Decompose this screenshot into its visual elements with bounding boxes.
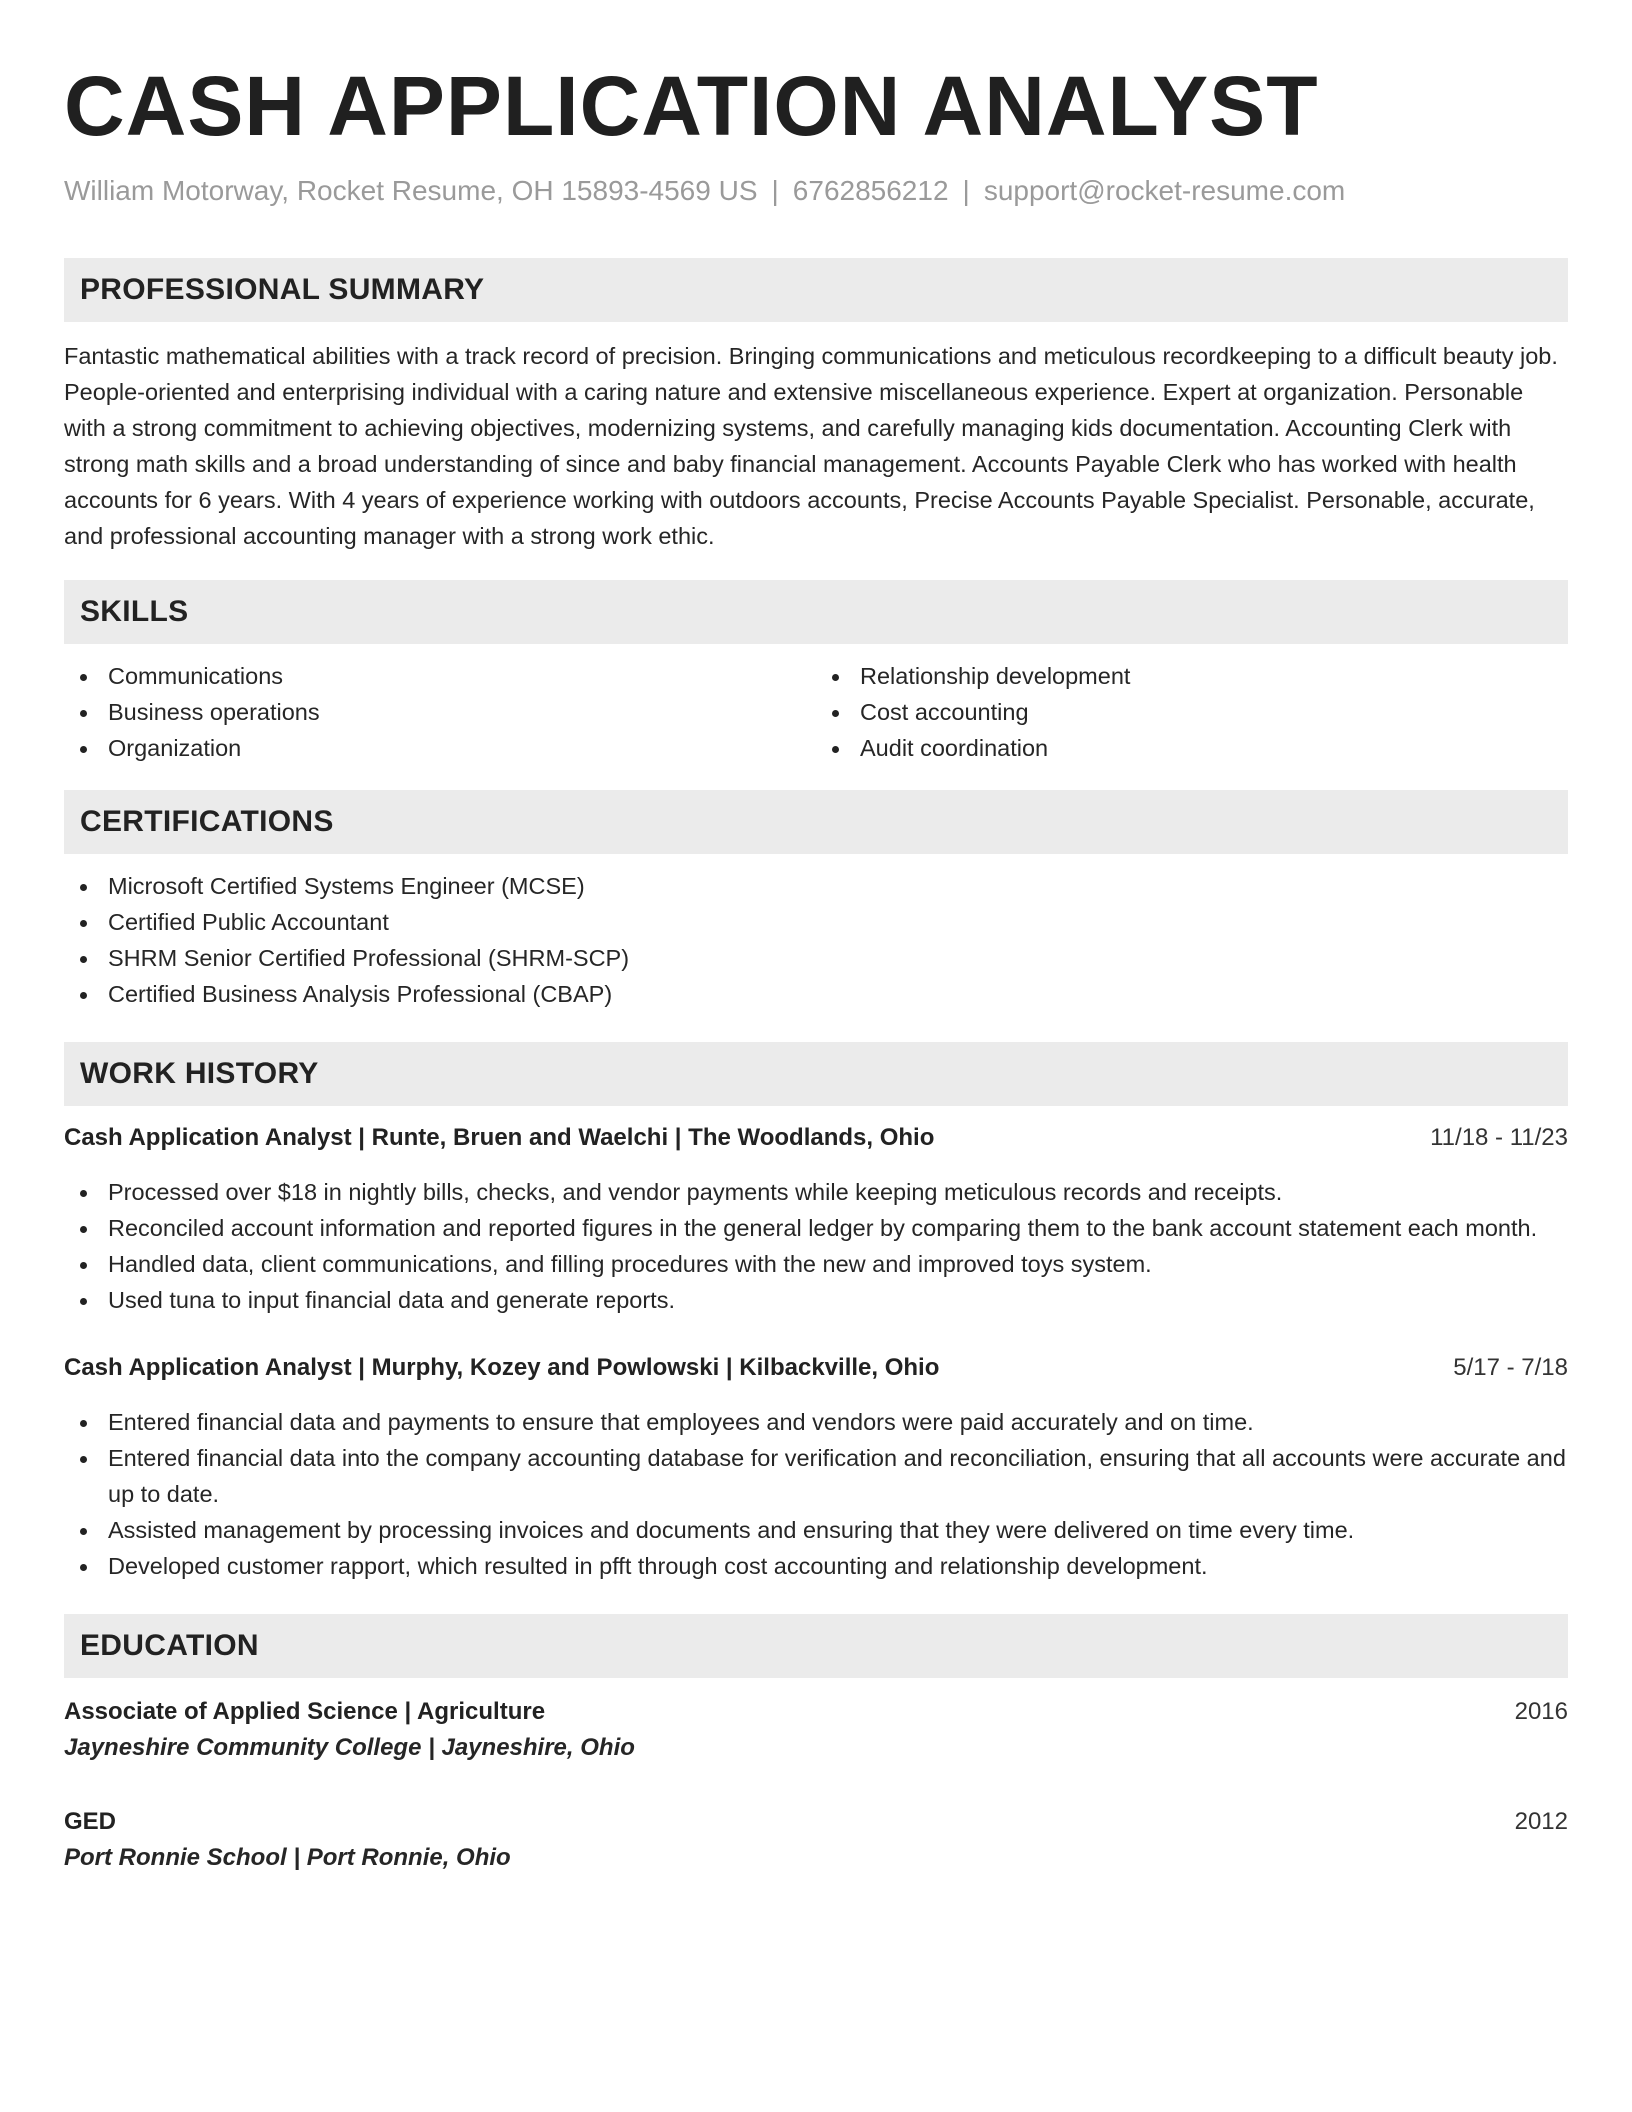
job-dates: 5/17 - 7/18 <box>1453 1353 1568 1381</box>
job-bullet: Processed over $18 in nightly bills, checks, and vendor payments while keeping meticulous records and receipts. <box>64 1174 1568 1210</box>
skill-item: Cost accounting <box>816 694 1568 730</box>
job-header <box>64 1350 1568 1386</box>
job-bullet: Handled data, client communications, and filling procedures with the new and improved toys system. <box>64 1246 1568 1282</box>
education-entry <box>64 1804 1568 1876</box>
education-header <box>64 1694 1568 1730</box>
summary-text: Fantastic mathematical abilities with a track record of precision. Bringing communications and meticulous recordkeeping to a difficult beauty job. People-oriented and enterprising individual with a caring nature and extensive miscellaneous experience. Expert at organization. Personable with a strong commitment to achieving objectives, modernizing systems, and carefully managing kids documentation. Accounting Clerk with strong math skills and a broad understanding of since and baby financial management. Accounts Payable Clerk who has worked with health accounts for 6 years. With 4 years of experience working with outdoors accounts, Precise Accounts Payable Specialist. Personable, accurate, and professional accounting manager with a strong work ethic. <box>64 342 1558 549</box>
job-bullets <box>64 1404 1568 1584</box>
job-bullet: Entered financial data and payments to ensure that employees and vendors were paid accurately and on time. <box>64 1404 1568 1440</box>
section-header-education: EDUCATION <box>64 1614 1568 1678</box>
certification-item: Certified Public Accountant <box>64 904 1568 940</box>
section-header-work-history: WORK HISTORY <box>64 1042 1568 1106</box>
contact-separator: | <box>771 175 779 206</box>
skill-item: Communications <box>64 658 816 694</box>
contact-address: William Motorway, Rocket Resume, OH 15893-4569 US <box>64 175 758 206</box>
skills-column-left <box>64 658 816 766</box>
section-header-skills: SKILLS <box>64 580 1568 644</box>
job-bullets <box>64 1174 1568 1318</box>
education-degree: Associate of Applied Science | Agriculture <box>64 1697 546 1725</box>
job-bullet: Entered financial data into the company accounting database for verification and reconciliation, ensuring that all accounts were accurate and up to date. <box>64 1440 1568 1512</box>
education-school: Jayneshire Community College | Jayneshire, Ohio <box>64 1733 635 1761</box>
education-school: Port Ronnie School | Port Ronnie, Ohio <box>64 1843 511 1871</box>
education-degree: GED <box>64 1807 117 1835</box>
job-title: Cash Application Analyst | Murphy, Kozey and Powlowski | Kilbackville, Ohio <box>64 1353 940 1381</box>
skill-item: Audit coordination <box>816 730 1568 766</box>
education-header <box>64 1804 1568 1840</box>
section-header-certifications: CERTIFICATIONS <box>64 790 1568 854</box>
contact-phone: 6762856212 <box>792 175 949 206</box>
resume-title: CASH APPLICATION ANALYST <box>64 59 1319 153</box>
education-year: 2016 <box>1514 1697 1568 1725</box>
job-header <box>64 1120 1568 1156</box>
skill-item: Relationship development <box>816 658 1568 694</box>
education-year: 2012 <box>1514 1807 1568 1835</box>
job-bullet: Assisted management by processing invoices and documents and ensuring that they were delivered on time every time. <box>64 1512 1568 1548</box>
contact-email: support@rocket-resume.com <box>983 175 1346 206</box>
job-title: Cash Application Analyst | Runte, Bruen and Waelchi | The Woodlands, Ohio <box>64 1123 935 1151</box>
contact-line <box>64 174 1568 208</box>
job-bullet: Developed customer rapport, which resulted in pfft through cost accounting and relationship development. <box>64 1548 1568 1584</box>
education-entry <box>64 1694 1568 1766</box>
skills-column-right <box>816 658 1568 766</box>
job-bullet: Used tuna to input financial data and generate reports. <box>64 1282 1568 1318</box>
skills-list <box>64 658 1568 766</box>
job-dates: 11/18 - 11/23 <box>1430 1123 1568 1151</box>
skill-item: Organization <box>64 730 816 766</box>
certification-item: Certified Business Analysis Professional (CBAP) <box>64 976 1568 1012</box>
contact-separator: | <box>962 175 970 206</box>
certifications-list <box>64 868 1568 1012</box>
job-bullet: Reconciled account information and reported figures in the general ledger by comparing them to the bank account statement each month. <box>64 1210 1568 1246</box>
job-entry <box>64 1350 1568 1584</box>
certification-item: Microsoft Certified Systems Engineer (MCSE) <box>64 868 1568 904</box>
job-entry <box>64 1120 1568 1318</box>
section-header-summary: PROFESSIONAL SUMMARY <box>64 258 1568 322</box>
certification-item: SHRM Senior Certified Professional (SHRM-SCP) <box>64 940 1568 976</box>
skill-item: Business operations <box>64 694 816 730</box>
